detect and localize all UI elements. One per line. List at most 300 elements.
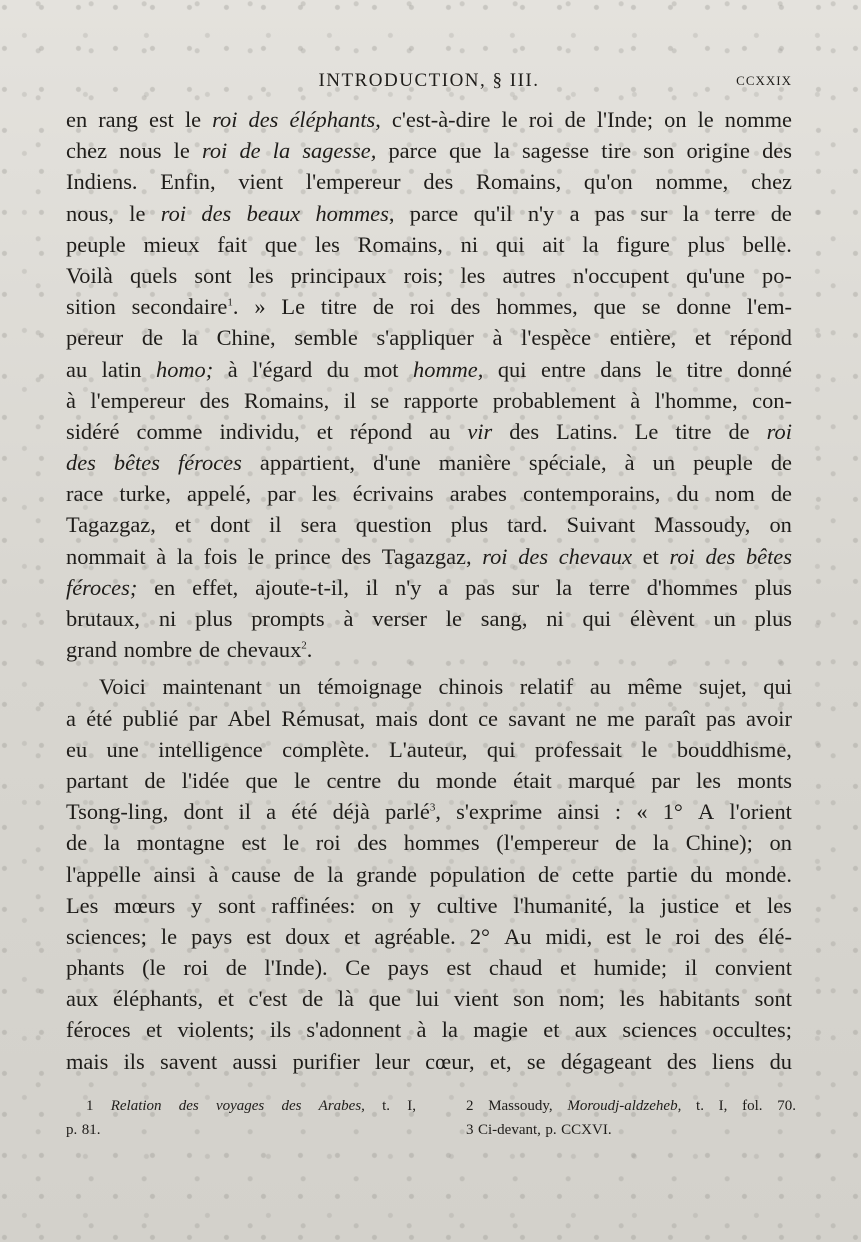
text-run: plus (450, 512, 489, 538)
text-run: à (624, 450, 635, 476)
text-run: Ci-devant, (478, 1122, 541, 1138)
text-run: de (564, 107, 586, 132)
text-line (66, 671, 792, 702)
text-run: terre (588, 574, 630, 600)
text-run: l'Inde). (264, 955, 328, 981)
text-run: aux (574, 1017, 608, 1043)
italic-text: roi (669, 543, 695, 569)
text-run: l'humanité, (513, 892, 613, 918)
italic-text: sagesse, (302, 138, 377, 164)
text-run: roi (675, 923, 701, 949)
text-line (66, 509, 792, 540)
italic-text: des (201, 200, 232, 226)
text-run: les (460, 262, 486, 288)
text-run: le (445, 606, 462, 631)
text-run: dans (600, 356, 642, 382)
text-run: sition (66, 294, 116, 320)
text-run: c'est (248, 986, 288, 1012)
text-line (66, 416, 792, 447)
text-line (66, 385, 792, 416)
text-run: au (66, 356, 88, 382)
text-run: et (559, 955, 577, 981)
text-run: L'auteur, (389, 736, 468, 762)
text-run: l'idée (181, 767, 230, 793)
text-line (66, 1046, 792, 1077)
text-run: rang (98, 107, 138, 132)
text-run: d'une (373, 450, 421, 476)
text-run: le (645, 923, 662, 949)
text-run: à (416, 1017, 427, 1043)
text-run: comme (136, 418, 203, 444)
text-run: . (306, 637, 313, 663)
text-run: eu (66, 736, 88, 762)
text-run: occultes; (712, 1017, 792, 1043)
text-run: mais (66, 1048, 109, 1074)
text-run: parce (388, 138, 437, 164)
text-run: Suivant (566, 512, 636, 538)
footnote-marker: 2 (301, 639, 307, 652)
text-run: leur (375, 1048, 410, 1074)
text-run: par (267, 481, 296, 507)
text-run: peuple (693, 450, 753, 476)
text-run: (l'empereur (496, 830, 599, 856)
text-run: est (606, 923, 632, 949)
text-run: ils (123, 1048, 145, 1074)
text-run: du (769, 1048, 792, 1074)
text-run: pays (387, 955, 429, 981)
text-run: individu, (219, 418, 300, 444)
text-run: titre (320, 294, 357, 320)
text-run: paraît (644, 705, 696, 731)
italic-text: beaux (246, 200, 301, 226)
text-run: son (513, 986, 545, 1012)
text-run: on (664, 107, 687, 132)
text-run: partie (626, 861, 678, 887)
italic-text: Relation (110, 1098, 162, 1114)
text-run: pereur (66, 325, 124, 351)
text-run: sur (640, 200, 668, 226)
text-run: population (429, 861, 526, 887)
text-run: cause (231, 861, 281, 887)
text-run: t. (382, 1098, 391, 1114)
text-run: les (311, 481, 337, 507)
text-run: du (676, 481, 699, 507)
text-run: de (770, 450, 792, 476)
text-run: des (450, 294, 481, 320)
text-run: roi (183, 955, 209, 981)
text-run: qui (497, 356, 527, 382)
text-line (66, 603, 792, 634)
text-run: relatif (519, 674, 574, 700)
text-run: on (769, 512, 792, 538)
text-run: appelé, (187, 481, 252, 507)
text-run: chez (66, 138, 108, 164)
text-run: que (593, 294, 626, 320)
text-line (66, 322, 792, 353)
text-run: Romains, (475, 169, 562, 195)
text-run: cette (571, 861, 615, 887)
paragraph-1 (66, 104, 792, 671)
text-run: agréable. (374, 923, 456, 949)
text-run: en (154, 574, 176, 600)
text-run: qu'on (583, 169, 633, 195)
text-run: la (493, 138, 510, 164)
text-run: sciences (622, 1017, 698, 1043)
italic-text: bêtes (745, 543, 792, 569)
text-run: à (492, 325, 503, 351)
text-run: raffinées: (271, 892, 356, 918)
text-run: répond (729, 325, 792, 351)
text-run: du (690, 861, 713, 887)
text-run: de (302, 986, 324, 1012)
text-run: ce (478, 705, 498, 731)
text-run: déjà (332, 799, 370, 825)
text-run: l'égard (252, 356, 313, 382)
text-run: et (642, 543, 659, 569)
text-run: 70. (777, 1098, 796, 1114)
text-run: autres (502, 262, 556, 288)
text-run: le (173, 138, 190, 164)
text-run: po- (762, 262, 792, 288)
footnote-column-left (66, 1094, 416, 1142)
text-run: est (241, 830, 267, 856)
text-run: que (368, 986, 401, 1012)
text-run: c'est-à-dire (391, 107, 491, 132)
text-run: latin (101, 356, 142, 382)
text-run: Romains, (357, 231, 443, 257)
text-run: a (266, 799, 277, 825)
text-run: vient (453, 986, 499, 1012)
footnote-marker: 1 (227, 296, 233, 309)
text-run: de (198, 637, 220, 663)
text-run: il (238, 799, 251, 825)
text-run: et (217, 986, 234, 1012)
text-run: sont (754, 986, 792, 1012)
text-run: de (372, 294, 394, 320)
text-run: Indiens. (66, 169, 138, 195)
text-run: et (174, 512, 192, 538)
text-run: élèvent (629, 606, 695, 631)
text-run: Rémusat, (281, 705, 366, 731)
paragraph-2 (66, 671, 792, 1076)
text-line (66, 703, 792, 734)
text-run: le (184, 107, 202, 132)
footnote-column-right (466, 1094, 796, 1142)
text-run: le (294, 767, 311, 793)
text-run: » (254, 294, 266, 320)
running-title: INTRODUCTION, § III. (318, 70, 540, 91)
text-run: rapporte (403, 387, 479, 413)
text-run: titre (686, 356, 723, 382)
text-run: l'empereur (305, 169, 401, 195)
text-run: sera (300, 512, 337, 538)
text-run: est (246, 923, 272, 949)
text-run: la (628, 892, 645, 918)
text-run: que (245, 767, 278, 793)
text-run: y (191, 892, 203, 918)
text-run: Massoudy, (488, 1098, 553, 1114)
text-run: est (446, 955, 472, 981)
text-run: dégageant (560, 1048, 652, 1074)
text-run: à (208, 861, 219, 887)
text-run: les (696, 767, 721, 793)
italic-text: des (518, 543, 549, 569)
text-run: chevaux (226, 637, 302, 663)
text-run: on (769, 830, 792, 856)
text-run: a (438, 574, 449, 600)
text-run: des (341, 543, 372, 569)
text-run: le (697, 107, 714, 132)
text-run: la (682, 200, 699, 226)
text-run: sang, (480, 606, 528, 631)
text-line (66, 229, 792, 260)
text-run: s'exprime (456, 799, 543, 825)
text-run: se (370, 387, 390, 413)
text-run: semble (294, 325, 358, 351)
text-run: plus (195, 606, 233, 631)
text-run: 1 (86, 1098, 94, 1114)
text-run: violents; (177, 1017, 255, 1043)
text-run: de (615, 830, 637, 856)
text-line (66, 572, 792, 603)
text-run: magie (473, 1017, 528, 1043)
text-run: contemporains, (522, 481, 661, 507)
text-run: titre (675, 418, 712, 444)
text-line (66, 634, 792, 665)
text-run: lui (415, 986, 440, 1012)
text-run: n'occupent (573, 262, 670, 288)
text-run: été (86, 705, 113, 731)
text-line (66, 354, 792, 385)
text-run: phants (66, 955, 125, 981)
text-run: , (677, 1098, 682, 1114)
text-run: Enfin, (160, 169, 216, 195)
text-run: . (232, 294, 239, 320)
text-line (66, 859, 792, 890)
text-run: savent (160, 1048, 218, 1074)
text-run: vient (238, 169, 284, 195)
text-run: spéciale, (528, 450, 607, 476)
italic-text: féroces; (66, 574, 138, 600)
text-run: brutaux, (66, 606, 140, 631)
text-run: fol. (742, 1098, 763, 1114)
footnote-marker: 3 (429, 801, 436, 814)
text-run: fois (203, 543, 238, 569)
text-run: au (589, 674, 611, 700)
text-run: parlé (385, 799, 430, 825)
text-run: de (66, 830, 88, 856)
text-run: peuple (66, 231, 126, 257)
text-run: de (141, 325, 164, 351)
text-run: n'y (527, 200, 555, 226)
text-run: la (441, 1017, 458, 1043)
text-line (66, 765, 792, 796)
text-run: mœurs (114, 892, 176, 918)
italic-text: roi (766, 418, 792, 444)
text-run: qu'il (473, 200, 513, 226)
text-run: Le (634, 418, 659, 444)
text-run: nom; (558, 986, 605, 1012)
text-run: sciences; (66, 923, 147, 949)
italic-text: homo; (156, 356, 214, 382)
text-run: a (66, 705, 76, 731)
text-run: en (66, 107, 88, 132)
text-run: un (713, 606, 736, 631)
text-run: mais (375, 705, 418, 731)
text-run: publié (122, 705, 179, 731)
text-run: grand (66, 637, 117, 663)
text-line (66, 135, 792, 166)
text-run: 2° (469, 923, 490, 949)
running-head (66, 70, 792, 98)
text-run: donne (676, 294, 732, 320)
text-run: nom (714, 481, 755, 507)
text-run: ni (158, 606, 177, 631)
text-run: la (555, 574, 573, 600)
text-run: manière (438, 450, 511, 476)
text-run: ils (269, 1017, 292, 1043)
text-run: nous, (66, 200, 114, 226)
italic-text: roi (212, 107, 238, 132)
text-line (66, 260, 792, 291)
text-run: des (423, 169, 454, 195)
text-run: on (371, 892, 394, 918)
body-text (66, 104, 792, 1077)
italic-text: roi (160, 200, 187, 226)
text-run: à (66, 387, 76, 413)
text-run: à (156, 543, 167, 569)
text-run: témoignage (317, 674, 422, 700)
text-run: il (269, 512, 282, 538)
text-line (66, 921, 792, 952)
text-run: éléphants, (112, 986, 204, 1012)
text-run: que (264, 231, 298, 257)
text-run: complète. (282, 736, 370, 762)
text-run: entière, (609, 325, 677, 351)
text-run: turke, (119, 481, 171, 507)
text-run: « (636, 799, 648, 825)
text-run: 81. (81, 1122, 101, 1138)
text-run: de (770, 481, 792, 507)
text-run: à (630, 387, 641, 413)
text-run: plus (687, 231, 725, 257)
text-run: secondaire (131, 294, 228, 320)
text-run: nomme (724, 107, 792, 132)
text-run: la (582, 231, 599, 257)
text-run: , (435, 799, 441, 825)
text-run: élé- (758, 923, 792, 949)
text-run: un (652, 450, 676, 476)
text-run: qui (495, 231, 525, 257)
text-run: monde (436, 767, 497, 793)
text-run: même (627, 674, 683, 700)
text-run: se (526, 1048, 546, 1074)
text-run: t. (696, 1098, 704, 1114)
text-run: ni (460, 231, 479, 257)
text-run: les (766, 892, 792, 918)
text-run: il (343, 387, 357, 413)
text-run: la (327, 861, 344, 887)
text-run: (le (142, 955, 166, 981)
text-run: n'y (395, 574, 422, 600)
text-run: : (614, 799, 622, 825)
text-run: ne (575, 705, 597, 731)
text-run: ajoute-t-il, (255, 574, 349, 600)
text-run: tard. (507, 512, 548, 538)
text-run: sont (218, 892, 256, 918)
text-run: écrivains (352, 481, 434, 507)
italic-text: des (178, 1098, 199, 1114)
text-run: les (314, 231, 340, 257)
text-run: là (337, 986, 354, 1012)
text-line (66, 1014, 792, 1045)
text-run: une (106, 736, 139, 762)
italic-text: des (66, 450, 96, 476)
italic-text: éléphants (289, 107, 376, 132)
text-run: maintenant (162, 674, 262, 700)
text-run: figure (616, 231, 670, 257)
text-run: féroces (66, 1017, 131, 1043)
text-run: son (643, 138, 675, 164)
text-run: et (734, 892, 752, 918)
text-run: entre (541, 356, 586, 382)
text-line (66, 104, 792, 135)
text-run: plus (754, 574, 792, 600)
text-run: marqué (567, 767, 636, 793)
text-line (66, 478, 792, 509)
italic-text: homme, (413, 356, 484, 382)
text-run: s'adonnent (306, 1017, 402, 1043)
text-run: qui (582, 606, 612, 631)
text-run: pas (465, 574, 495, 600)
text-run: un (278, 674, 301, 700)
italic-text: chevaux (558, 543, 633, 569)
text-run: l'espèce (521, 325, 592, 351)
text-run: sont (194, 262, 232, 288)
page-number: CCXXIX (736, 73, 792, 88)
text-line (66, 796, 792, 827)
text-run: parce (409, 200, 459, 226)
text-run: les (619, 986, 645, 1012)
text-run: origine (686, 138, 750, 164)
text-run: des (714, 923, 745, 949)
text-run: qui (763, 674, 792, 700)
text-run: du (397, 767, 420, 793)
text-run: des (762, 138, 792, 164)
text-run: et (145, 1017, 163, 1043)
text-run: fait (217, 231, 248, 257)
italic-text: roi (201, 138, 228, 164)
text-run: roi (528, 107, 554, 132)
text-run: hommes (403, 830, 480, 856)
text-run: le (641, 736, 658, 762)
text-run: et (344, 923, 361, 949)
text-run: chez (750, 169, 792, 195)
text-line (66, 541, 792, 572)
text-run: convient (714, 955, 792, 981)
text-run: sagesse (521, 138, 590, 164)
text-run: avoir (745, 705, 792, 731)
text-run: aussi (232, 1048, 278, 1074)
italic-text: hommes (315, 200, 389, 226)
text-run: de (293, 861, 315, 887)
text-run: , (388, 200, 395, 226)
text-run: dont (183, 799, 224, 825)
text-run: se (641, 294, 661, 320)
italic-text: Moroudj-aldzeheb (567, 1098, 678, 1114)
text-run: montagne (136, 830, 225, 856)
text-run: le (282, 830, 300, 856)
